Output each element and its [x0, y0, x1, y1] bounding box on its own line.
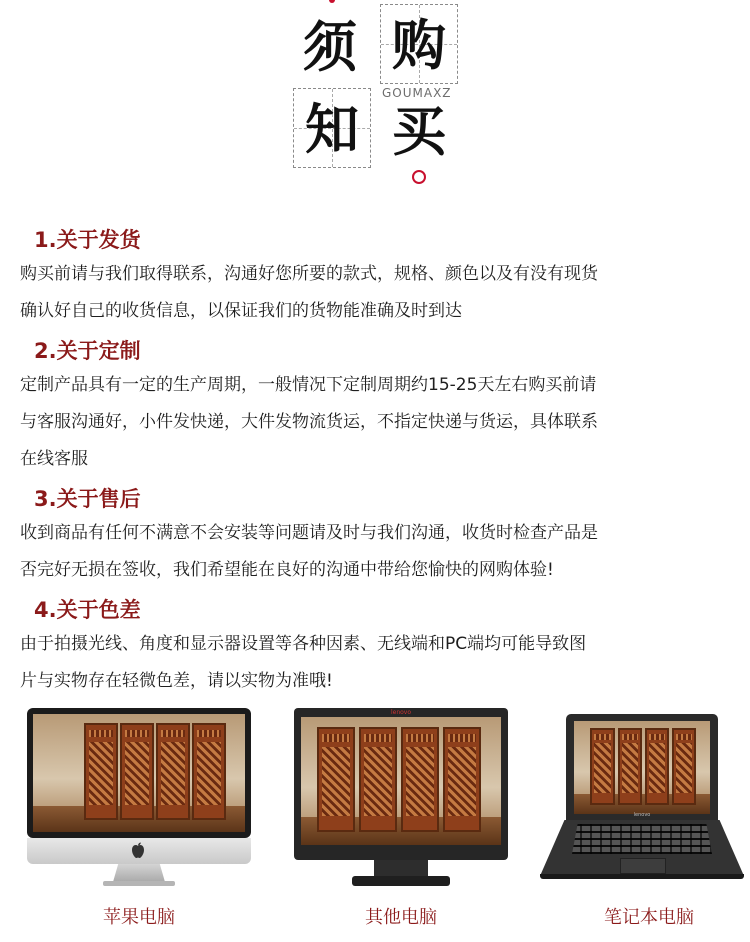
body-line: 与客服沟通好，小件发快递，大件发物流货运，不指定快递与货运，具体联系 — [20, 412, 598, 432]
decor-ring-icon — [412, 170, 426, 184]
section-title: 3.关于售后 — [34, 487, 141, 511]
section-body — [20, 256, 735, 330]
body-line: 片与实物存在轻微色差，请以实物为准哦! — [20, 671, 333, 691]
section-title: 2.关于定制 — [34, 339, 141, 363]
section-title: 4.关于色差 — [34, 598, 141, 622]
body-line: 购买前请与我们取得联系，沟通好您所要的款式，规格、颜色以及有没有现货 — [20, 264, 598, 284]
monitor-brand: lenovo — [390, 709, 412, 716]
monitor-screen-image — [301, 717, 501, 845]
section-body — [20, 515, 735, 589]
section-title: 1.关于发货 — [34, 228, 141, 252]
section-color-difference — [0, 596, 750, 700]
label-apple-computer: 苹果电脑 — [103, 907, 175, 928]
imac-stand — [113, 864, 165, 882]
laptop-keys — [572, 824, 712, 854]
imac-base — [103, 881, 175, 886]
section-custom — [0, 337, 750, 478]
body-line: 否完好无损在签收，我们希望能在良好的沟通中带给您愉快的网购体验! — [20, 560, 554, 580]
monitor-base — [352, 876, 450, 886]
section-after-sales — [0, 485, 750, 589]
laptop-brand: lenovo — [633, 812, 651, 818]
title-char-mai: 买 — [392, 99, 446, 163]
section-body — [20, 367, 735, 478]
section-shipping — [0, 226, 750, 330]
title-char-xu: 须 — [303, 15, 357, 79]
title-char-gou: 购 — [392, 13, 446, 77]
laptop-touchpad — [620, 858, 666, 874]
apple-logo-icon — [131, 842, 145, 859]
label-laptop-computer: 笔记本电脑 — [604, 907, 694, 928]
label-other-computer: 其他电脑 — [365, 907, 437, 928]
decor-dot-top — [329, 0, 335, 3]
section-body — [20, 626, 735, 700]
brand-text: GOUMAXZ — [382, 86, 452, 100]
device-comparison — [0, 700, 750, 942]
body-line: 确认好自己的收货信息，以保证我们的货物能准确及时到达 — [20, 301, 462, 321]
body-line: 定制产品具有一定的生产周期，一般情况下定制周期约15-25天左右购买前请 — [20, 375, 597, 395]
body-line: 由于拍摄光线、角度和显示器设置等各种因素、无线端和PC端均可能导致图 — [20, 634, 587, 654]
title-char-zhi: 知 — [305, 97, 359, 161]
body-line: 在线客服 — [20, 449, 88, 469]
imac-screen-image — [33, 714, 245, 832]
laptop-screen-image — [574, 721, 710, 814]
body-line: 收到商品有任何不满意不会安装等问题请及时与我们沟通，收货时检查产品是 — [20, 523, 598, 543]
notice-header — [0, 0, 750, 200]
laptop-base-edge — [540, 874, 744, 879]
